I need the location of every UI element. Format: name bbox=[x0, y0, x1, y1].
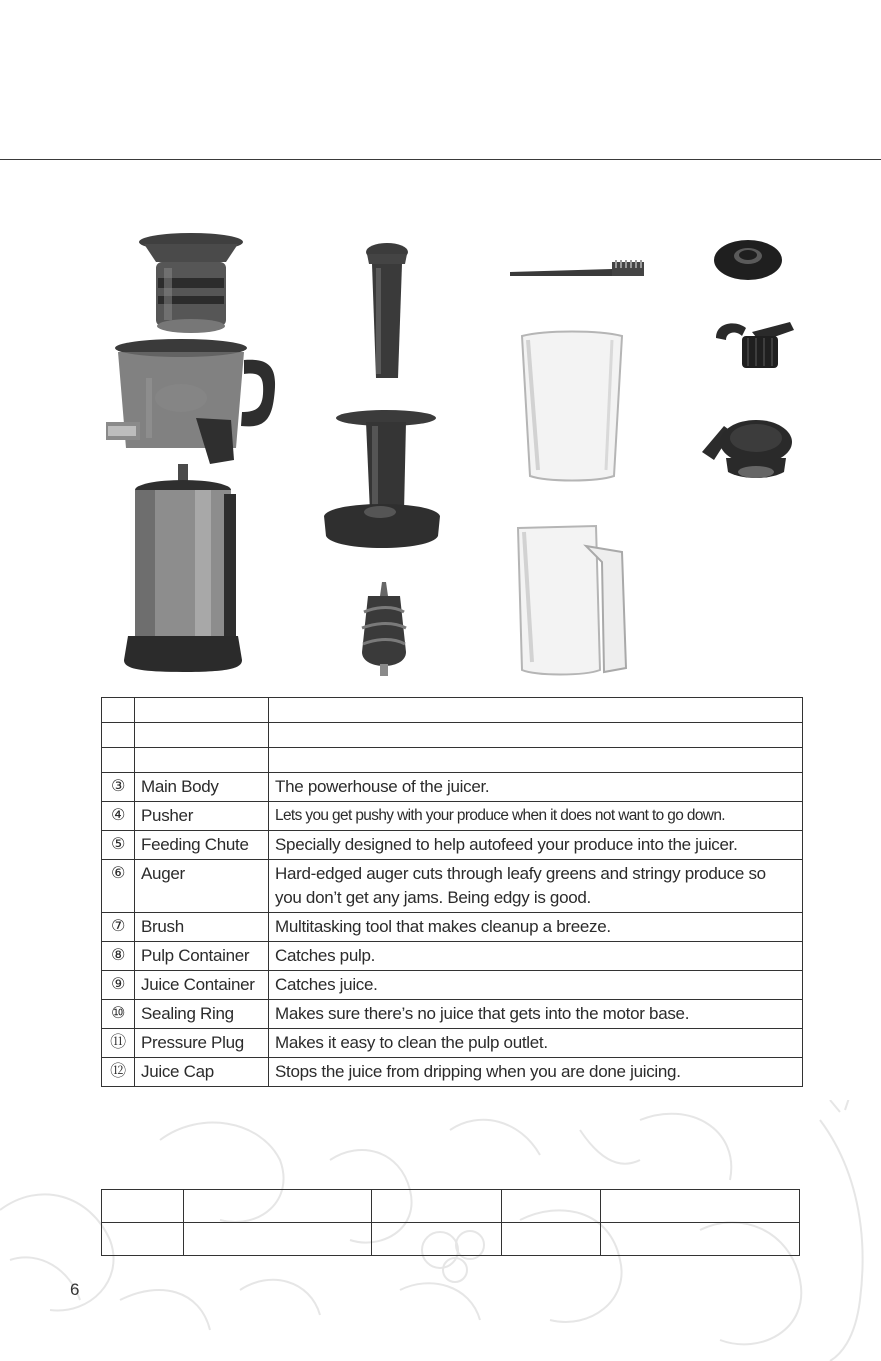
feeding-chute-image bbox=[320, 408, 444, 558]
part-name: Juice Cap bbox=[135, 1058, 269, 1087]
pusher-image bbox=[364, 242, 410, 382]
sealing-ring-image bbox=[712, 234, 784, 284]
part-number: ④ bbox=[102, 802, 135, 831]
header-rule bbox=[0, 159, 881, 160]
specification-cell bbox=[601, 1223, 800, 1256]
part-name: Auger bbox=[135, 860, 269, 913]
specification-cell bbox=[502, 1223, 601, 1256]
parts-table-row bbox=[102, 860, 803, 913]
specification-cell bbox=[102, 1223, 184, 1256]
parts-table-row bbox=[102, 748, 803, 773]
parts-table-body bbox=[102, 698, 803, 1087]
part-description: Catches juice. bbox=[269, 971, 803, 1000]
parts-table-row bbox=[102, 773, 803, 802]
parts-table-row bbox=[102, 723, 803, 748]
main-body-image bbox=[120, 464, 244, 674]
part-description bbox=[269, 723, 803, 748]
part-name: Feeding Chute bbox=[135, 831, 269, 860]
specification-cell bbox=[184, 1223, 372, 1256]
parts-table-row bbox=[102, 831, 803, 860]
part-name: Sealing Ring bbox=[135, 1000, 269, 1029]
part-name: Pulp Container bbox=[135, 942, 269, 971]
part-description: Multitasking tool that makes cleanup a breeze. bbox=[269, 913, 803, 942]
parts-table-row bbox=[102, 913, 803, 942]
juice-container-image bbox=[514, 522, 630, 678]
parts-table-row bbox=[102, 1058, 803, 1087]
specification-row bbox=[102, 1223, 800, 1256]
part-name: Pusher bbox=[135, 802, 269, 831]
part-description bbox=[269, 698, 803, 723]
parts-table-row bbox=[102, 698, 803, 723]
specification-cell bbox=[372, 1190, 502, 1223]
parts-table-row bbox=[102, 971, 803, 1000]
specification-row bbox=[102, 1190, 800, 1223]
page-number: 6 bbox=[70, 1280, 80, 1299]
part-description: Specially designed to help autofeed your produce into the juicer. bbox=[269, 831, 803, 860]
pulp-container-image bbox=[516, 330, 628, 484]
parts-table-row bbox=[102, 1000, 803, 1029]
auger-image bbox=[354, 582, 414, 676]
parts-table-row bbox=[102, 1029, 803, 1058]
part-number: ⑥ bbox=[102, 860, 135, 913]
filter-basket-image bbox=[136, 232, 246, 338]
specification-cell bbox=[502, 1190, 601, 1223]
part-description: Makes sure there’s no juice that gets into the motor base. bbox=[269, 1000, 803, 1029]
parts-table-row bbox=[102, 802, 803, 831]
brush-image bbox=[508, 258, 644, 282]
specification-table-body bbox=[102, 1190, 800, 1256]
part-description: The powerhouse of the juicer. bbox=[269, 773, 803, 802]
part-description: Lets you get pushy with your produce when it does not want to go down. bbox=[269, 802, 803, 831]
part-number: ⑧ bbox=[102, 942, 135, 971]
specification-cell bbox=[601, 1190, 800, 1223]
part-name: Pressure Plug bbox=[135, 1029, 269, 1058]
pressure-plug-image bbox=[712, 318, 796, 372]
parts-table-row bbox=[102, 942, 803, 971]
specification-cell bbox=[184, 1190, 372, 1223]
part-number bbox=[102, 723, 135, 748]
specification-cell bbox=[372, 1223, 502, 1256]
part-name: Juice Container bbox=[135, 971, 269, 1000]
part-description: Makes it easy to clean the pulp outlet. bbox=[269, 1029, 803, 1058]
part-name bbox=[135, 723, 269, 748]
part-name bbox=[135, 748, 269, 773]
parts-table bbox=[101, 697, 803, 1087]
part-number: ⑩ bbox=[102, 1000, 135, 1029]
juicing-bowl-image bbox=[106, 338, 278, 468]
juice-cap-image bbox=[698, 406, 796, 484]
specification-table bbox=[101, 1189, 800, 1256]
part-number: ⑦ bbox=[102, 913, 135, 942]
part-name bbox=[135, 698, 269, 723]
part-description: Stops the juice from dripping when you are done juicing. bbox=[269, 1058, 803, 1087]
part-name: Brush bbox=[135, 913, 269, 942]
part-number bbox=[102, 748, 135, 773]
part-description: Catches pulp. bbox=[269, 942, 803, 971]
part-number: ③ bbox=[102, 773, 135, 802]
specification-cell bbox=[102, 1190, 184, 1223]
part-number: ⑤ bbox=[102, 831, 135, 860]
part-number bbox=[102, 698, 135, 723]
part-number: ⑫ bbox=[102, 1058, 135, 1087]
part-description: Hard-edged auger cuts through leafy greens and stringy produce so you don’t get any jams. Being edgy is good. bbox=[269, 860, 803, 913]
part-number: ⑨ bbox=[102, 971, 135, 1000]
part-number: ⑪ bbox=[102, 1029, 135, 1058]
part-name: Main Body bbox=[135, 773, 269, 802]
part-description bbox=[269, 748, 803, 773]
